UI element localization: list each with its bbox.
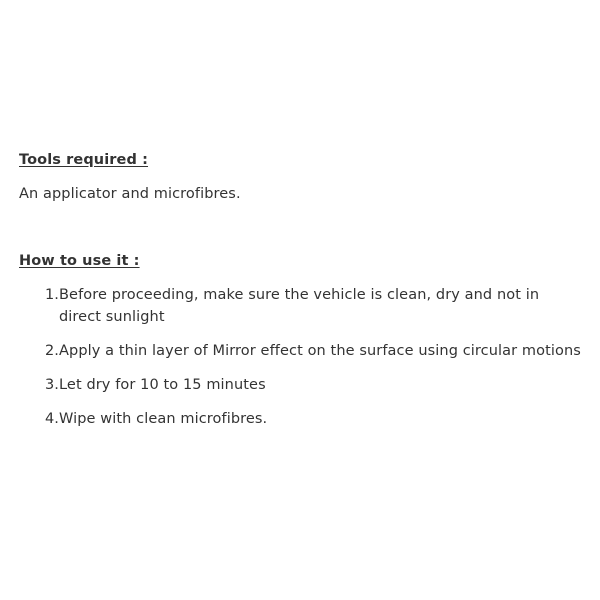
usage-step-2: [19, 340, 584, 362]
step-text: Apply a thin layer of Mirror effect on the surface using circular motions: [59, 343, 581, 359]
step-text: Wipe with clean microfibres.: [59, 411, 268, 427]
usage-steps-list: [19, 284, 584, 430]
step-number: 1.: [44, 287, 59, 303]
how-to-use-heading: How to use it :: [19, 253, 140, 269]
step-text: Let dry for 10 to 15 minutes: [59, 377, 266, 393]
step-number: 4.: [44, 411, 59, 427]
product-usage-content: [19, 149, 584, 442]
usage-step-4: [19, 408, 584, 430]
step-number: 2.: [44, 343, 59, 359]
step-text: Before proceeding, make sure the vehicle is clean, dry and not in direct sunlight: [59, 287, 540, 325]
tools-required-text: An applicator and microfibres.: [19, 186, 241, 202]
tools-required-heading: Tools required :: [19, 152, 149, 168]
step-number: 3.: [44, 377, 59, 393]
usage-step-3: [19, 374, 584, 396]
usage-step-1: [19, 284, 584, 328]
